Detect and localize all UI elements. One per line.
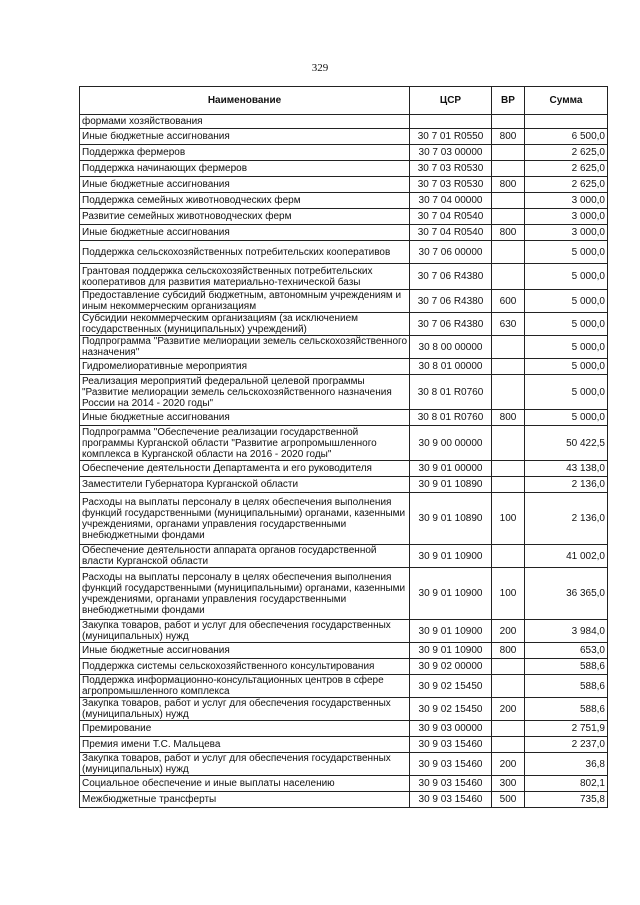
row-sum: 50 422,5 — [525, 426, 608, 461]
row-csr: 30 9 00 00000 — [410, 426, 492, 461]
row-sum: 6 500,0 — [525, 129, 608, 145]
row-csr: 30 7 01 R0550 — [410, 129, 492, 145]
row-vr — [492, 145, 525, 161]
table-row — [80, 264, 608, 290]
row-csr: 30 9 01 00000 — [410, 461, 492, 477]
row-name: Межбюджетные трансферты — [80, 792, 410, 808]
row-sum: 36 365,0 — [525, 568, 608, 620]
row-vr — [492, 115, 525, 129]
row-csr: 30 9 03 15460 — [410, 776, 492, 792]
table-row — [80, 737, 608, 753]
table-row — [80, 359, 608, 375]
row-csr: 30 9 01 10900 — [410, 620, 492, 643]
row-name: Поддержка семейных животноводческих ферм — [80, 193, 410, 209]
budget-table — [79, 86, 608, 808]
row-csr: 30 9 01 10890 — [410, 477, 492, 493]
row-name: Субсидии некоммерческим организациям (за исключением государственных (муниципальных) учреждений) — [80, 313, 410, 336]
row-sum: 2 625,0 — [525, 145, 608, 161]
row-name: Поддержка сельскохозяйственных потребительских кооперативов — [80, 241, 410, 264]
row-name: Поддержка фермеров — [80, 145, 410, 161]
row-vr: 200 — [492, 698, 525, 721]
row-csr: 30 7 04 00000 — [410, 193, 492, 209]
table-row — [80, 675, 608, 698]
row-csr: 30 8 01 R0760 — [410, 410, 492, 426]
row-csr: 30 7 06 R4380 — [410, 264, 492, 290]
row-sum: 588,6 — [525, 675, 608, 698]
row-name: Заместители Губернатора Курганской области — [80, 477, 410, 493]
row-sum: 3 000,0 — [525, 225, 608, 241]
row-vr: 800 — [492, 225, 525, 241]
row-sum: 5 000,0 — [525, 241, 608, 264]
row-csr: 30 9 02 15450 — [410, 675, 492, 698]
header-name: Наименование — [80, 87, 410, 115]
row-vr: 100 — [492, 568, 525, 620]
row-sum: 3 984,0 — [525, 620, 608, 643]
table-row — [80, 241, 608, 264]
row-csr: 30 9 03 15460 — [410, 792, 492, 808]
row-vr — [492, 477, 525, 493]
row-sum: 5 000,0 — [525, 336, 608, 359]
row-csr: 30 9 01 10900 — [410, 643, 492, 659]
row-csr: 30 7 06 00000 — [410, 241, 492, 264]
table-row — [80, 776, 608, 792]
row-name: Поддержка информационно-консультационных центров в сфере агропромышленного комплекса — [80, 675, 410, 698]
row-csr: 30 7 06 R4380 — [410, 313, 492, 336]
row-sum: 588,6 — [525, 698, 608, 721]
row-csr: 30 9 01 10900 — [410, 568, 492, 620]
row-vr — [492, 359, 525, 375]
row-vr: 200 — [492, 753, 525, 776]
row-sum: 653,0 — [525, 643, 608, 659]
row-csr: 30 9 03 15460 — [410, 753, 492, 776]
row-name: Поддержка системы сельскохозяйственного консультирования — [80, 659, 410, 675]
row-vr: 800 — [492, 410, 525, 426]
row-sum: 5 000,0 — [525, 359, 608, 375]
row-sum: 802,1 — [525, 776, 608, 792]
row-csr: 30 9 03 00000 — [410, 721, 492, 737]
row-sum: 2 751,9 — [525, 721, 608, 737]
row-csr: 30 7 03 00000 — [410, 145, 492, 161]
row-csr: 30 9 01 10890 — [410, 493, 492, 545]
row-name: Закупка товаров, работ и услуг для обеспечения государственных (муниципальных) нужд — [80, 753, 410, 776]
row-name: Премирование — [80, 721, 410, 737]
row-csr: 30 9 02 00000 — [410, 659, 492, 675]
row-name: Подпрограмма "Обеспечение реализации государственной программы Курганской области "Развитие агропромышленного комплекса в Курганской области на 2016 - 2020 годы" — [80, 426, 410, 461]
table-row — [80, 410, 608, 426]
table-row — [80, 698, 608, 721]
table-row — [80, 209, 608, 225]
row-name: Иные бюджетные ассигнования — [80, 129, 410, 145]
table-row — [80, 477, 608, 493]
page-number: 329 — [311, 62, 329, 74]
table-row — [80, 493, 608, 545]
row-name: Обеспечение деятельности аппарата органов государственной власти Курганской области — [80, 545, 410, 568]
table-row — [80, 225, 608, 241]
table-row — [80, 721, 608, 737]
row-csr: 30 8 01 R0760 — [410, 375, 492, 410]
row-vr — [492, 264, 525, 290]
table-row — [80, 545, 608, 568]
row-name: Закупка товаров, работ и услуг для обеспечения государственных (муниципальных) нужд — [80, 698, 410, 721]
header-sum: Сумма — [525, 87, 608, 115]
row-name: Реализация мероприятий федеральной целевой программы "Развитие мелиорации земель сельскохозяйственного назначения России на 2014 - 2020 годы" — [80, 375, 410, 410]
row-vr: 500 — [492, 792, 525, 808]
row-sum: 2 136,0 — [525, 493, 608, 545]
row-name: формами хозяйствования — [80, 115, 410, 129]
row-vr: 800 — [492, 177, 525, 193]
table-row — [80, 145, 608, 161]
row-vr — [492, 161, 525, 177]
row-name: Иные бюджетные ассигнования — [80, 225, 410, 241]
row-vr: 100 — [492, 493, 525, 545]
row-sum — [525, 115, 608, 129]
row-vr — [492, 193, 525, 209]
row-name: Гидромелиоративные мероприятия — [80, 359, 410, 375]
table-row — [80, 313, 608, 336]
row-sum: 2 625,0 — [525, 177, 608, 193]
table-row — [80, 336, 608, 359]
table-row — [80, 290, 608, 313]
table-row — [80, 461, 608, 477]
header-csr: ЦСР — [410, 87, 492, 115]
row-sum: 3 000,0 — [525, 209, 608, 225]
row-name: Премия имени Т.С. Мальцева — [80, 737, 410, 753]
row-name: Развитие семейных животноводческих ферм — [80, 209, 410, 225]
row-sum: 41 002,0 — [525, 545, 608, 568]
table-row — [80, 792, 608, 808]
row-sum: 5 000,0 — [525, 410, 608, 426]
row-vr: 800 — [492, 643, 525, 659]
row-vr: 600 — [492, 290, 525, 313]
row-csr: 30 9 01 10900 — [410, 545, 492, 568]
row-csr: 30 7 03 R0530 — [410, 161, 492, 177]
row-name: Иные бюджетные ассигнования — [80, 643, 410, 659]
row-name: Подпрограмма "Развитие мелиорации земель сельскохозяйственного назначения" — [80, 336, 410, 359]
row-vr — [492, 721, 525, 737]
row-vr — [492, 209, 525, 225]
row-name: Грантовая поддержка сельскохозяйственных потребительских кооперативов для развития материально-технической базы — [80, 264, 410, 290]
row-sum: 36,8 — [525, 753, 608, 776]
row-vr — [492, 241, 525, 264]
row-csr: 30 9 03 15460 — [410, 737, 492, 753]
row-vr — [492, 659, 525, 675]
table-row — [80, 177, 608, 193]
row-sum: 2 625,0 — [525, 161, 608, 177]
row-name: Расходы на выплаты персоналу в целях обеспечения выполнения функций государственными (муниципальными) органами, казенными учреждениями, органами управления государственными внебюджетными фондами — [80, 568, 410, 620]
row-name: Предоставление субсидий бюджетным, автономным учреждениям и иным некоммерческим организациям — [80, 290, 410, 313]
row-name: Иные бюджетные ассигнования — [80, 177, 410, 193]
row-vr: 200 — [492, 620, 525, 643]
row-sum: 588,6 — [525, 659, 608, 675]
row-name: Расходы на выплаты персоналу в целях обеспечения выполнения функций государственными (муниципальными) органами, казенными учреждениями, органами управления государственными внебюджетными фондами — [80, 493, 410, 545]
row-vr: 300 — [492, 776, 525, 792]
row-vr — [492, 336, 525, 359]
row-sum: 5 000,0 — [525, 290, 608, 313]
row-csr: 30 7 04 R0540 — [410, 225, 492, 241]
row-csr: 30 8 01 00000 — [410, 359, 492, 375]
table-row — [80, 620, 608, 643]
row-name: Социальное обеспечение и иные выплаты населению — [80, 776, 410, 792]
row-sum: 5 000,0 — [525, 375, 608, 410]
row-vr — [492, 375, 525, 410]
row-csr: 30 7 04 R0540 — [410, 209, 492, 225]
row-csr: 30 7 06 R4380 — [410, 290, 492, 313]
table-row — [80, 115, 608, 129]
row-vr — [492, 426, 525, 461]
table-row — [80, 375, 608, 410]
row-vr — [492, 737, 525, 753]
table-row — [80, 753, 608, 776]
row-sum: 2 237,0 — [525, 737, 608, 753]
row-name: Поддержка начинающих фермеров — [80, 161, 410, 177]
table-body — [80, 115, 608, 808]
table-row — [80, 129, 608, 145]
table-row — [80, 568, 608, 620]
row-sum: 5 000,0 — [525, 264, 608, 290]
table-row — [80, 659, 608, 675]
table-row — [80, 426, 608, 461]
row-vr: 800 — [492, 129, 525, 145]
table-header-row — [80, 87, 608, 115]
row-csr: 30 7 03 R0530 — [410, 177, 492, 193]
table-row — [80, 193, 608, 209]
row-name: Закупка товаров, работ и услуг для обеспечения государственных (муниципальных) нужд — [80, 620, 410, 643]
row-csr: 30 9 02 15450 — [410, 698, 492, 721]
table-row — [80, 643, 608, 659]
row-name: Обеспечение деятельности Департамента и его руководителя — [80, 461, 410, 477]
row-sum: 3 000,0 — [525, 193, 608, 209]
row-sum: 735,8 — [525, 792, 608, 808]
row-sum: 2 136,0 — [525, 477, 608, 493]
row-name: Иные бюджетные ассигнования — [80, 410, 410, 426]
row-sum: 5 000,0 — [525, 313, 608, 336]
row-vr — [492, 545, 525, 568]
row-vr — [492, 461, 525, 477]
row-vr — [492, 675, 525, 698]
table-row — [80, 161, 608, 177]
row-sum: 43 138,0 — [525, 461, 608, 477]
row-csr: 30 8 00 00000 — [410, 336, 492, 359]
row-vr: 630 — [492, 313, 525, 336]
header-vr: ВР — [492, 87, 525, 115]
row-csr — [410, 115, 492, 129]
